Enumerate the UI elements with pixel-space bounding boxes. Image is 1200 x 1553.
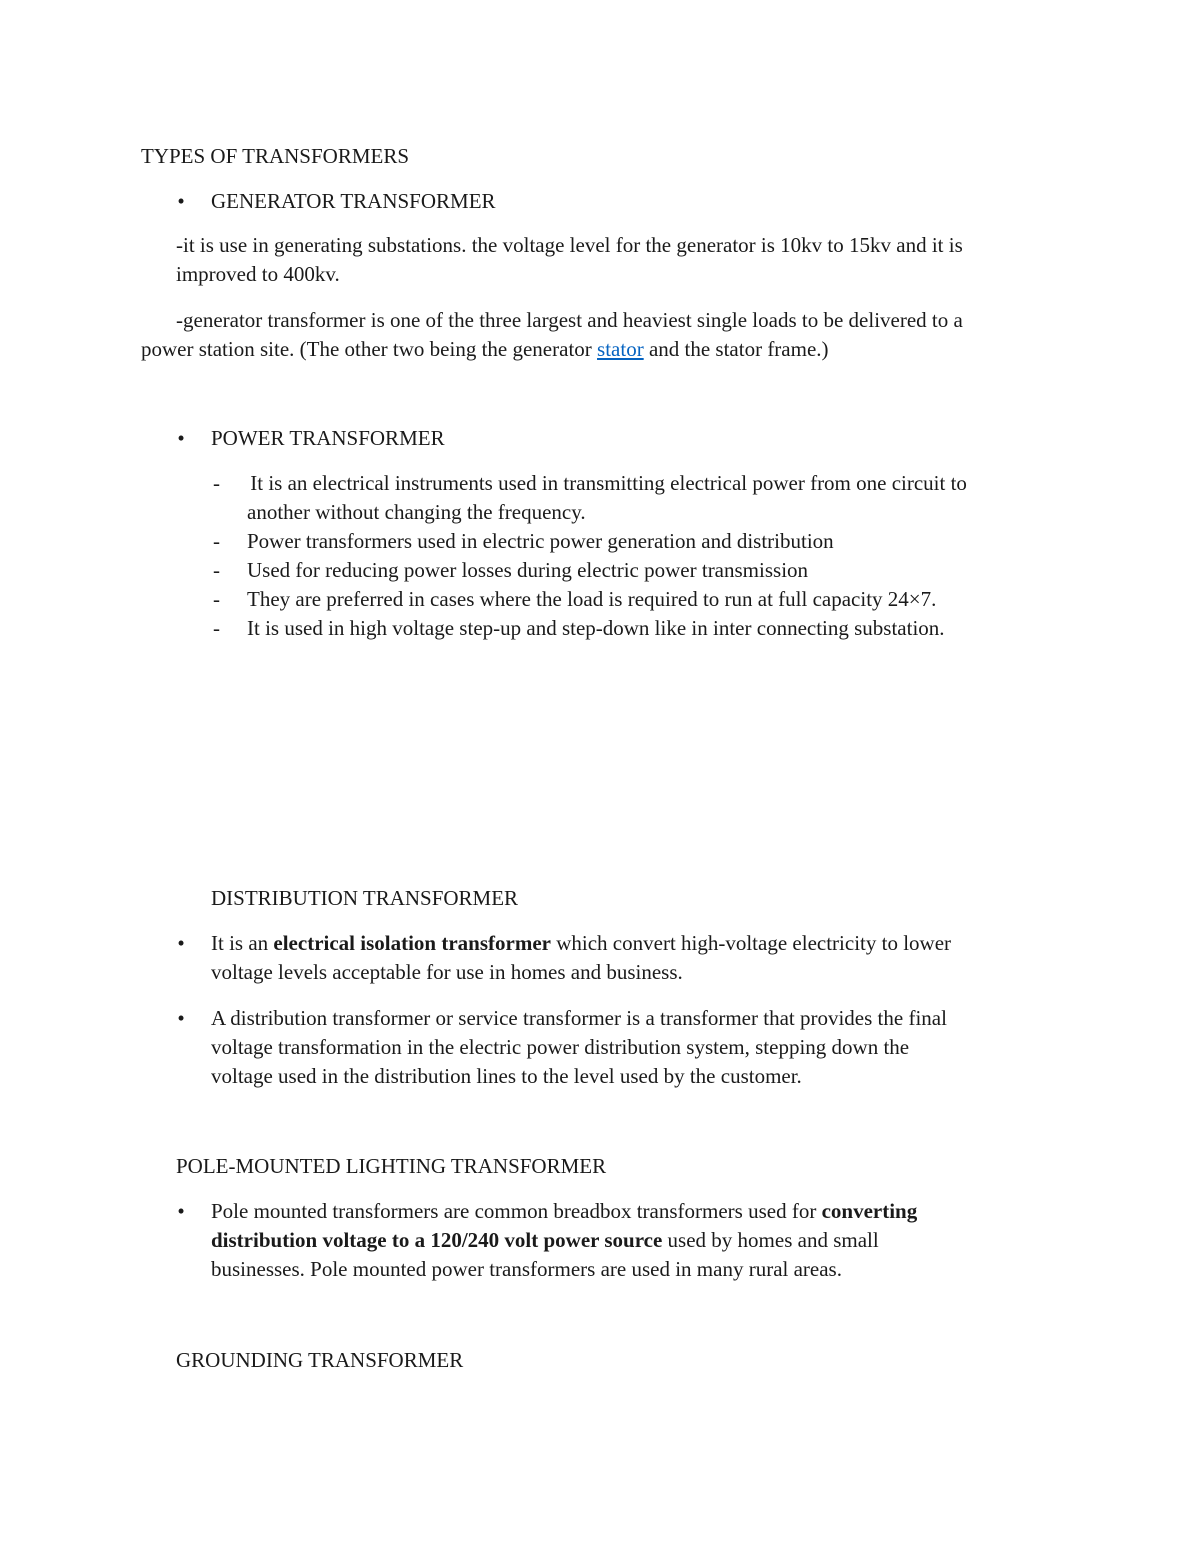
bullet-marker: •	[177, 1199, 185, 1223]
power-item-5: It is used in high voltage step-up and step-down like in inter connecting substation.	[247, 616, 945, 640]
distribution-text: It is an	[211, 931, 274, 955]
power-heading: POWER TRANSFORMER	[211, 426, 445, 450]
pole-bold-text: distribution voltage to a 120/240 volt power source	[211, 1228, 663, 1252]
grounding-heading: GROUNDING TRANSFORMER	[176, 1348, 464, 1372]
power-item-1-line-2: another without changing the frequency.	[247, 500, 586, 524]
dash-marker: -	[213, 616, 220, 640]
pole-text: Pole mounted transformers are common breadbox transformers used for	[211, 1199, 822, 1223]
pole-bold-text: converting	[821, 1199, 918, 1223]
distribution-bullet-1-line-1	[211, 929, 951, 958]
distribution-bold-text: electrical isolation transformer	[273, 931, 551, 955]
bullet-marker: •	[177, 426, 185, 450]
generator-paragraph-1-line-2: improved to 400kv.	[176, 262, 340, 286]
document-title: TYPES OF TRANSFORMERS	[141, 144, 410, 168]
distribution-bullet-2-line-2: voltage transformation in the electric power distribution system, stepping down the	[211, 1035, 910, 1059]
dash-marker: -	[213, 471, 220, 495]
power-item-1-line-1: It is an electrical instruments used in transmitting electrical power from one circuit to	[245, 471, 967, 495]
distribution-heading: DISTRIBUTION TRANSFORMER	[211, 886, 519, 910]
dash-marker: -	[213, 587, 220, 611]
generator-paragraph-2-line-2	[141, 335, 829, 364]
bullet-marker: •	[177, 1006, 185, 1030]
pole-line-2	[211, 1226, 879, 1255]
pole-heading: POLE-MOUNTED LIGHTING TRANSFORMER	[176, 1154, 607, 1178]
bullet-marker: •	[177, 931, 185, 955]
stator-link[interactable]: stator	[597, 337, 644, 361]
power-item-4: They are preferred in cases where the load is required to run at full capacity 24×7.	[247, 587, 937, 611]
generator-paragraph-2-line-1: -generator transformer is one of the three largest and heaviest single loads to be delivered to a	[176, 308, 963, 332]
generator-text-before-link: power station site. (The other two being the generator	[141, 337, 598, 361]
distribution-text: which convert high-voltage electricity to lower	[550, 931, 952, 955]
pole-text: used by homes and small	[662, 1228, 879, 1252]
generator-paragraph-1-line-1: -it is use in generating substations. the voltage level for the generator is 10kv to 15kv and it is	[176, 233, 963, 257]
pole-line-1	[211, 1197, 917, 1226]
distribution-bullet-2-line-3: voltage used in the distribution lines to the level used by the customer.	[211, 1064, 802, 1088]
pole-line-3: businesses. Pole mounted power transformers are used in many rural areas.	[211, 1257, 842, 1281]
bullet-marker: •	[177, 189, 185, 213]
generator-heading: GENERATOR TRANSFORMER	[211, 189, 496, 213]
dash-marker: -	[213, 558, 220, 582]
generator-text-after-link: and the stator frame.)	[643, 337, 829, 361]
dash-marker: -	[213, 529, 220, 553]
distribution-bullet-1-line-2: voltage levels acceptable for use in homes and business.	[211, 960, 683, 984]
power-item-3: Used for reducing power losses during electric power transmission	[247, 558, 809, 582]
distribution-bullet-2-line-1: A distribution transformer or service transformer is a transformer that provides the final	[211, 1006, 947, 1030]
power-item-2: Power transformers used in electric power generation and distribution	[247, 529, 834, 553]
